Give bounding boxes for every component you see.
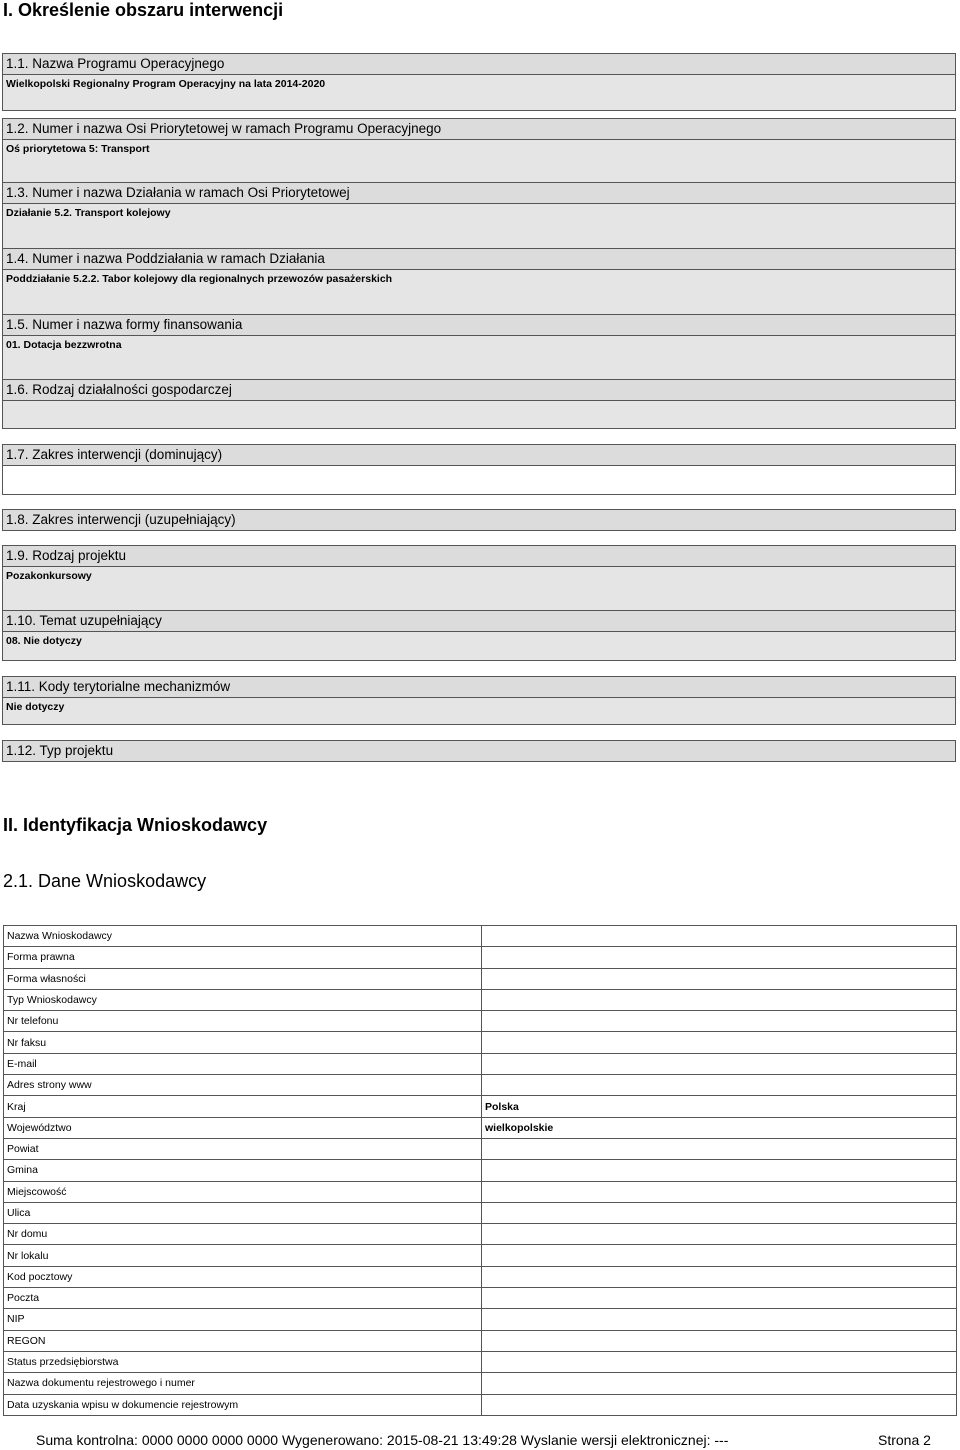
footer-page-number: Strona 2: [878, 1432, 931, 1448]
field-label: 1.8. Zakres interwencji (uzupełniający): [3, 510, 955, 530]
field-label: 1.9. Rodzaj projektu: [3, 546, 955, 567]
table-row: [4, 1224, 957, 1245]
row-key: Gmina: [4, 1160, 482, 1181]
field-label: 1.3. Numer i nazwa Działania w ramach Osi Priorytetowej: [3, 183, 955, 204]
row-key: Powiat: [4, 1138, 482, 1159]
field-value: 08. Nie dotyczy: [3, 632, 955, 660]
row-key: Nazwa dokumentu rejestrowego i numer: [4, 1373, 482, 1394]
row-key: Kod pocztowy: [4, 1266, 482, 1287]
field-territorial-codes: [2, 676, 956, 725]
field-subaction: [2, 248, 956, 316]
table-row: [4, 1202, 957, 1223]
table-row: [4, 1117, 957, 1138]
field-project-type: [2, 740, 956, 762]
row-key: Kraj: [4, 1096, 482, 1117]
table-row: [4, 1245, 957, 1266]
row-value: [482, 1309, 957, 1330]
field-label: 1.10. Temat uzupełniający: [3, 611, 955, 632]
field-financing-form: [2, 314, 956, 382]
row-key: Nazwa Wnioskodawcy: [4, 926, 482, 947]
row-key: Status przedsiębiorstwa: [4, 1351, 482, 1372]
table-row: [4, 1330, 957, 1351]
row-key: Poczta: [4, 1288, 482, 1309]
field-label: 1.6. Rodzaj działalności gospodarczej: [3, 380, 955, 401]
table-row: [4, 1181, 957, 1202]
table-row: [4, 947, 957, 968]
field-label: 1.7. Zakres interwencji (dominujący): [3, 445, 955, 466]
table-row: [4, 989, 957, 1010]
row-key: Nr domu: [4, 1224, 482, 1245]
row-value: [482, 1288, 957, 1309]
row-value: [482, 1266, 957, 1287]
row-key: Województwo: [4, 1117, 482, 1138]
row-value: [482, 1373, 957, 1394]
field-value: Poddziałanie 5.2.2. Tabor kolejowy dla regionalnych przewozów pasażerskich: [3, 270, 955, 315]
row-value: [482, 1394, 957, 1415]
field-label: 1.2. Numer i nazwa Osi Priorytetowej w ramach Programu Operacyjnego: [3, 119, 955, 140]
row-key: Forma własności: [4, 968, 482, 989]
row-key: Nr lokalu: [4, 1245, 482, 1266]
table-row: [4, 1394, 957, 1415]
table-row: [4, 1288, 957, 1309]
table-row: [4, 1266, 957, 1287]
row-key: Ulica: [4, 1202, 482, 1223]
field-value: [3, 401, 955, 428]
row-value: [482, 1053, 957, 1074]
table-row: [4, 1011, 957, 1032]
field-value: 01. Dotacja bezzwrotna: [3, 336, 955, 381]
field-project-kind: [2, 545, 956, 614]
field-intervention-dominant: [2, 444, 956, 495]
row-value: [482, 1224, 957, 1245]
field-value: Wielkopolski Regionalny Program Operacyjny na lata 2014-2020: [3, 75, 955, 110]
field-value: Działanie 5.2. Transport kolejowy: [3, 204, 955, 251]
section-2-1-subtitle: 2.1. Dane Wnioskodawcy: [3, 871, 207, 891]
field-supplementary-topic: [2, 610, 956, 661]
row-value: [482, 1351, 957, 1372]
row-value: [482, 947, 957, 968]
table-row: [4, 1096, 957, 1117]
applicant-data-table: [3, 925, 957, 1416]
field-business-activity: [2, 379, 956, 429]
section-1-title: I. Określenie obszaru interwencji: [3, 0, 284, 20]
table-row: [4, 1032, 957, 1053]
table-row: [4, 968, 957, 989]
row-key: E-mail: [4, 1053, 482, 1074]
table-row: [4, 926, 957, 947]
row-key: Nr telefonu: [4, 1011, 482, 1032]
row-key: Nr faksu: [4, 1032, 482, 1053]
field-intervention-supplementary: [2, 509, 956, 531]
row-value: [482, 1245, 957, 1266]
table-row: [4, 1053, 957, 1074]
field-action: [2, 182, 956, 252]
row-value: [482, 1075, 957, 1096]
section-2-title: II. Identyfikacja Wnioskodawcy: [3, 815, 268, 835]
row-value: [482, 926, 957, 947]
row-value: [482, 1181, 957, 1202]
field-label: 1.11. Kody terytorialne mechanizmów: [3, 677, 955, 698]
table-row: [4, 1075, 957, 1096]
row-value: [482, 1202, 957, 1223]
row-key: Data uzyskania wpisu w dokumencie rejestrowym: [4, 1394, 482, 1415]
row-value: wielkopolskie: [482, 1117, 957, 1138]
field-value: Nie dotyczy: [3, 698, 955, 724]
page-footer: [0, 1432, 960, 1450]
table-row: [4, 1373, 957, 1394]
row-value: [482, 1011, 957, 1032]
field-program-name: [2, 53, 956, 111]
field-value: Pozakonkursowy: [3, 567, 955, 613]
field-label: 1.12. Typ projektu: [3, 741, 955, 761]
table-row: [4, 1160, 957, 1181]
row-value: [482, 989, 957, 1010]
row-key: Adres strony www: [4, 1075, 482, 1096]
table-row: [4, 1138, 957, 1159]
field-label: 1.1. Nazwa Programu Operacyjnego: [3, 54, 955, 75]
row-key: Miejscowość: [4, 1181, 482, 1202]
row-value: [482, 1330, 957, 1351]
row-value: [482, 1032, 957, 1053]
row-key: REGON: [4, 1330, 482, 1351]
field-value: [3, 466, 955, 494]
row-value: [482, 968, 957, 989]
table-row: [4, 1309, 957, 1330]
field-priority-axis: [2, 118, 956, 189]
row-key: Typ Wnioskodawcy: [4, 989, 482, 1010]
row-value: Polska: [482, 1096, 957, 1117]
field-label: 1.5. Numer i nazwa formy finansowania: [3, 315, 955, 336]
table-row: [4, 1351, 957, 1372]
footer-checksum-info: Suma kontrolna: 0000 0000 0000 0000 Wygenerowano: 2015-08-21 13:49:28 Wyslanie wersji elektronicznej: ---: [36, 1432, 729, 1448]
field-label: 1.4. Numer i nazwa Poddziałania w ramach Działania: [3, 249, 955, 270]
row-value: [482, 1138, 957, 1159]
row-key: NIP: [4, 1309, 482, 1330]
field-value: Oś priorytetowa 5: Transport: [3, 140, 955, 188]
row-key: Forma prawna: [4, 947, 482, 968]
row-value: [482, 1160, 957, 1181]
